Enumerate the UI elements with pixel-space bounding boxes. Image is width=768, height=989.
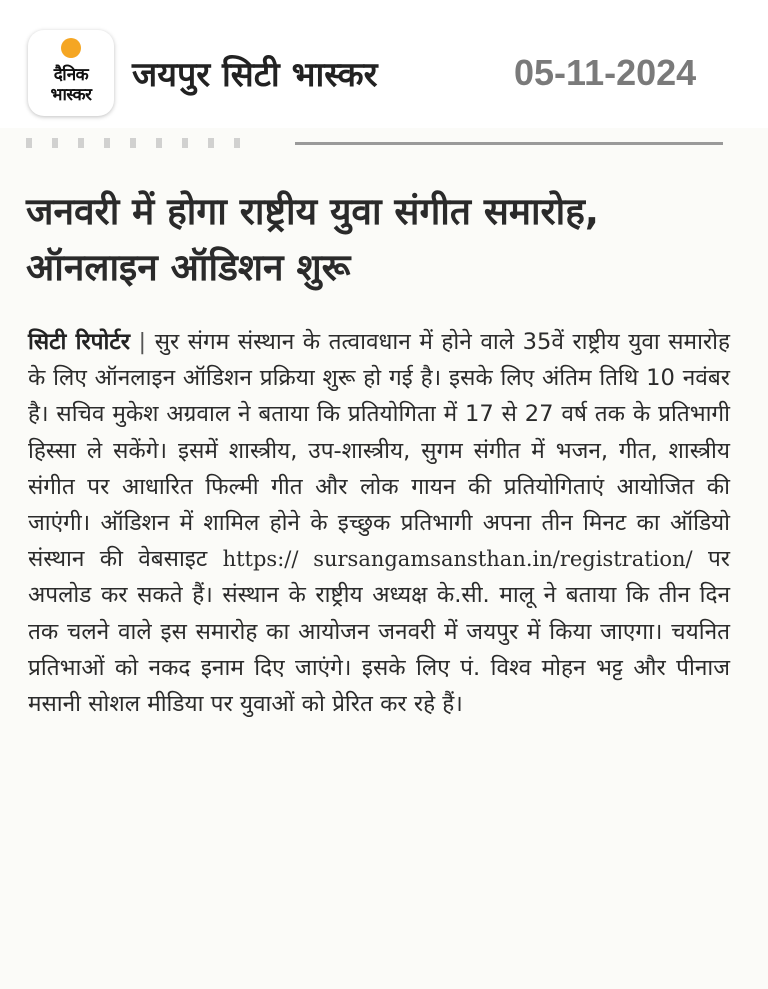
app-header	[0, 0, 768, 140]
article-byline: सिटी रिपोर्टर	[28, 329, 130, 355]
article-text-part1: सुर संगम संस्थान के तत्वावधान में होने वाले 35वें राष्ट्रीय युवा समारोह के लिए ऑनलाइन ऑडिशन प्रक्रिया शुरू हो गई है। इसके लिए अंतिम तिथि 10 नवंबर है। सचिव मुकेश अग्रवाल ने बताया कि प्रतियोगिता में 17 से 27 वर्ष तक के प्रतिभागी हिस्सा ले सकेंगे। इसमें शास्त्रीय, उप-शास्त्रीय, सुगम संगीत में भजन, गीत, शास्त्रीय संगीत पर आधारित फिल्मी गीत और लोक गायन की प्रतियोगिताएं आयोजित की जाएंगी। ऑडिशन में शामिल होने के इच्छुक प्रतिभागी अपना तीन मिनट का ऑडियो संस्थान की वेबसाइट	[28, 329, 731, 573]
edition-date: 05-11-2024	[514, 52, 697, 93]
logo-text-dainik: दैनिक	[53, 65, 89, 85]
byline-separator: |	[138, 329, 147, 355]
edition-title: जयपुर सिटी भास्कर	[132, 55, 378, 95]
sun-dot-icon	[61, 38, 81, 58]
dainik-bhaskar-logo[interactable]	[28, 30, 114, 116]
logo-text-bhaskar: भास्कर	[50, 85, 92, 105]
torn-edge-text	[26, 138, 246, 148]
top-divider-rule	[295, 142, 723, 145]
registration-url: https:// sursangamsansthan.in/registration/	[222, 547, 693, 572]
article-body	[28, 324, 730, 722]
newspaper-clipping	[0, 128, 768, 989]
article-text-part2: पर अपलोड कर सकते हैं। संस्थान के राष्ट्रीय अध्यक्ष के.सी. मालू ने बताया कि तीन दिन तक चलने वाले इस समारोह का आयोजन जनवरी में जयपुर में किया जाएगा। चयनित प्रतिभाओं को नकद इनाम दिए जाएंगे। इसके लिए पं. विश्व मोहन भट्ट और पीनाज मसानी सोशल मीडिया पर युवाओं को प्रेरित कर रहे हैं।	[28, 546, 731, 718]
article-headline: जनवरी में होगा राष्ट्रीय युवा संगीत समारोह, ऑनलाइन ऑडिशन शुरू	[26, 190, 599, 289]
